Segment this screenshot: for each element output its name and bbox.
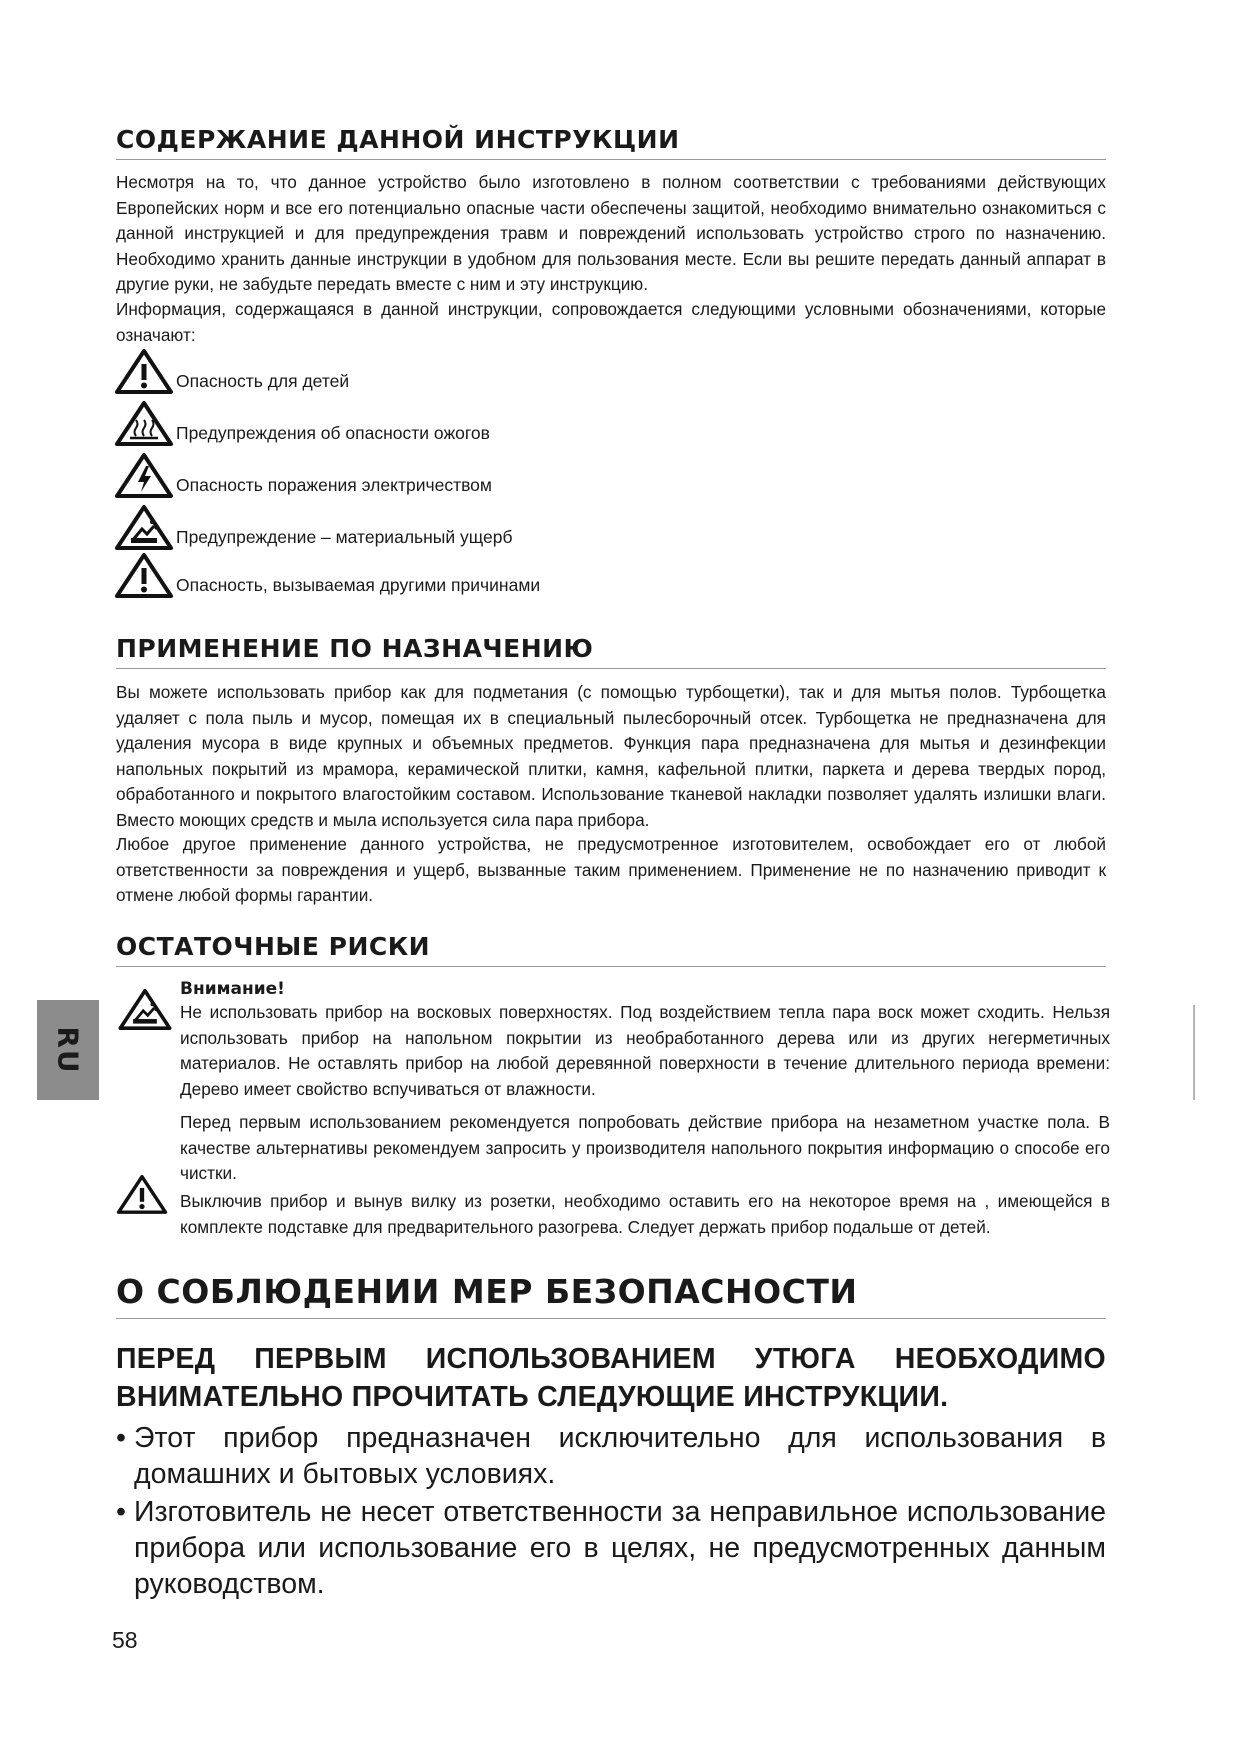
contents-paragraph: Несмотря на то, что данное устройство было изготовлено в полном соответствии с требованиями действующих Европейских норм и все его потенциально опасные части обеспечены защитой, необходимо внимательно ознакомиться с данной инструкцией и для предупреждения травм и повреждений использовать устройство строго по назначению. Необходимо хранить данные инструкции в удобном для пользования месте. Если вы решите передать данный аппарат в другие руки, не забудьте передать вместе с ним и эту инструкцию.	[116, 172, 1106, 294]
symbol-label: Предупреждение – материальный ущерб	[176, 527, 513, 547]
safety-bullet	[116, 1494, 1106, 1602]
warranty-paragraph: Любое другое применение данного устройства, не предусмотренное изготовителем, освобождает его от любой ответственности за повреждения и ущерб, вызванные таким применением. Применение не по назначению приводит к отмене любой формы гарантии.	[116, 834, 1106, 905]
safety-bullet	[116, 1420, 1106, 1492]
symbol-row-damage	[114, 504, 714, 550]
symbol-label: Опасность, вызываемая другими причинами	[176, 575, 541, 595]
symbol-label: Опасность для детей	[176, 371, 350, 391]
symbol-label: Опасность поражения электричеством	[176, 475, 492, 495]
language-tab-label: RU	[51, 1025, 85, 1075]
symbol-row-children	[114, 348, 714, 394]
general-warning-icon	[114, 552, 174, 598]
section-title-risks: ОСТАТОЧНЫЕ РИСКИ	[116, 932, 1106, 967]
section-title-purpose: ПРИМЕНЕНИЕ ПО НАЗНАЧЕНИЮ	[116, 634, 1106, 669]
bullet-icon: •	[116, 1422, 126, 1454]
bullet-text: Изготовитель не несет ответственности за неправильное использование прибора или использование его в целях, не предусмотренных данным руководством.	[134, 1496, 1106, 1600]
page-number: 58	[112, 1627, 138, 1653]
symbol-row-other	[114, 552, 714, 598]
symbols-intro-paragraph: Информация, содержащаяся в данной инструкции, сопровождается следующими условными обозначениями, которые означают:	[116, 299, 1106, 345]
cooling-caution: Выключив прибор и вынув вилку из розетки, необходимо оставить его на некоторое время на , имеющейся в комплекте подставке для предварительного разогрева. Следует держать прибор подальше от детей.	[180, 1191, 1110, 1237]
bullet-text: Этот прибор предназначен исключительно для использования в домашних и бытовых условиях.	[134, 1422, 1106, 1490]
section-title-contents: СОДЕРЖАНИЕ ДАННОЙ ИНСТРУКЦИИ	[116, 125, 1106, 160]
safety-intro: ПЕРЕД ПЕРВЫМ ИСПОЛЬЗОВАНИЕМ УТЮГА НЕОБХОДИМО ВНИМАТЕЛЬНО ПРОЧИТАТЬ СЛЕДУЮЩИЕ ИНСТРУКЦИИ.	[116, 1343, 1106, 1413]
bullet-icon: •	[116, 1496, 126, 1528]
test-area-note: Перед первым использованием рекомендуется попробовать действие прибора на незаметном участке пола. В качестве альтернативы рекомендуем запросить у производителя напольного покрытия информацию о способе его чистки.	[180, 1112, 1110, 1183]
hot-surface-icon	[114, 400, 174, 446]
general-warning-icon	[116, 1172, 168, 1216]
symbol-row-burns	[114, 400, 714, 446]
material-damage-icon	[116, 988, 174, 1030]
symbol-row-electric	[114, 452, 714, 498]
warning-title: Внимание!	[180, 979, 285, 999]
symbol-label: Предупреждения об опасности ожогов	[176, 423, 490, 443]
purpose-paragraph: Вы можете использовать прибор как для подметания (с помощью турбощетки), так и для мытья полов. Турбощетка удаляет с пола пыль и мусор, помещая их в специальный пылесборочный отсек. Турбощетка не предназначена для удаления мусора в виде крупных и объемных предметов. Функция пара предназначена для мытья и дезинфекции напольных покрытий из мрамора, керамической плитки, камня, кафельной плитки, паркета и дерева твердых пород, обработанного и покрытого влагостойким составом. Использование тканевой накладки позволяет удалять излишки влаги. Вместо моющих средств и мыла используется сила пара прибора.	[116, 682, 1106, 830]
warning-text: Не использовать прибор на восковых поверхностях. Под воздействием тепла пара воск может сходить. Нельзя использовать прибор на напольном покрытии из необработанного дерева или из других негерметичных материалов. Не оставлять прибор на любой деревянной поверхности в течение длительного периода времени: Дерево имеет свойство вспучиваться от влажности.	[180, 1002, 1110, 1099]
section-title-safety: О СОБЛЮДЕНИИ МЕР БЕЗОПАСНОСТИ	[116, 1272, 1106, 1319]
margin-marker	[1193, 1005, 1195, 1100]
language-tab	[37, 1000, 99, 1100]
warning-children-icon	[114, 348, 174, 394]
electric-shock-icon	[114, 452, 174, 498]
wax-warning	[180, 978, 1110, 1102]
material-damage-icon	[114, 504, 174, 550]
